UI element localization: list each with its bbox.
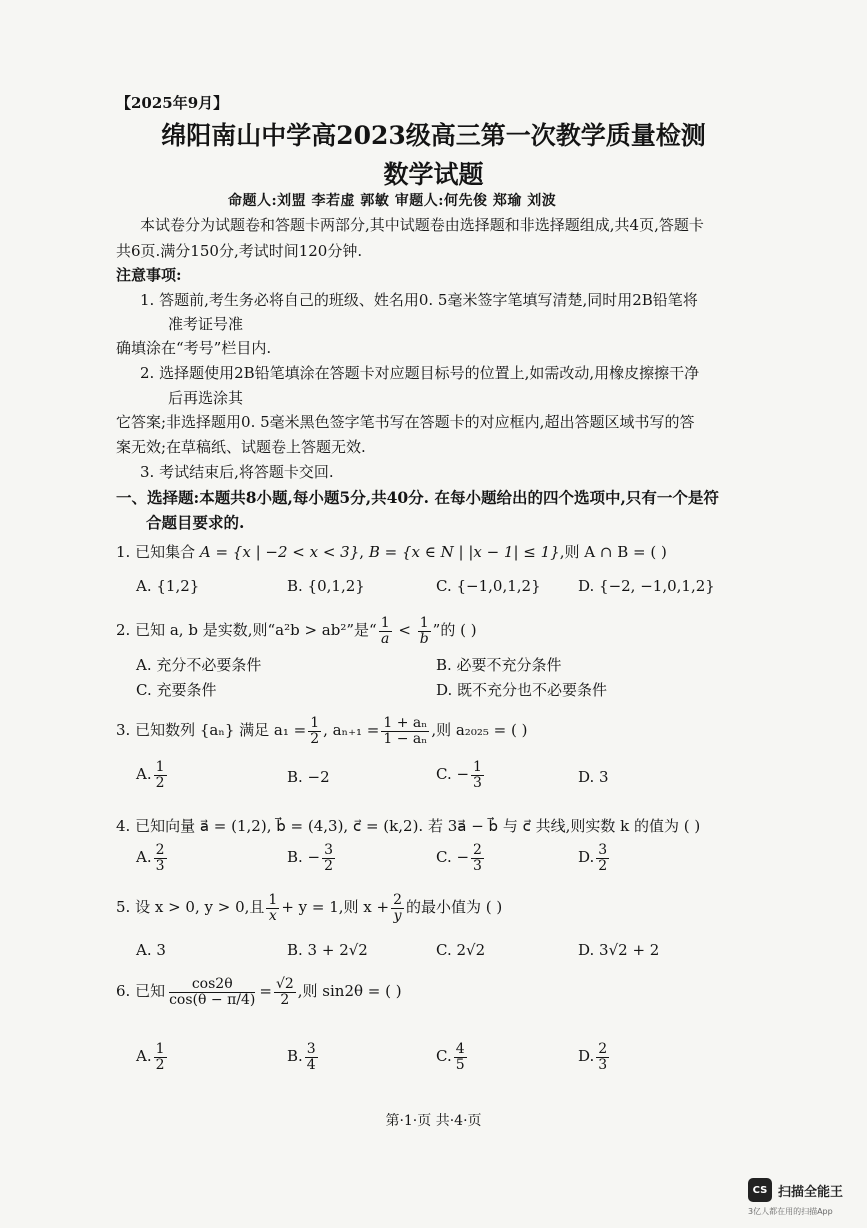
notice-item-3: 3. 考试结束后,将答题卡交回.: [140, 463, 334, 481]
q6-stem-end: ,则 sin2θ = ( ): [297, 982, 402, 1001]
q3-option-c: C. − $\frac{1}{3}$: [436, 759, 482, 791]
q4-option-d: D. $\frac{3}{2}$: [578, 842, 608, 874]
exam-subtitle: 数学试题: [383, 160, 484, 189]
q3-option-a: A. $\frac{1}{2}$: [136, 759, 165, 791]
notice-heading: 注意事项:: [116, 266, 182, 284]
q2-option-b: B. 必要不充分条件: [436, 656, 562, 674]
q1-stem-end: ,则 A ∩ B = ( ): [559, 543, 667, 561]
notice-item-2b: 后再选涂其: [168, 389, 244, 407]
q5-frac-1: $\frac{1}{x}$: [268, 892, 278, 924]
q2-stem: 2. 已知 a, b 是实数,则“a²b > ab²”是“: [116, 621, 377, 640]
q2-stem-end: ”的 ( ): [432, 621, 477, 640]
q2-frac-2: $\frac{1}{b}$: [419, 615, 429, 647]
q3-frac-2: $\frac{\text{1 + aₙ}}{\text{1 − aₙ}}$: [383, 715, 428, 747]
q2-option-c: C. 充要条件: [136, 681, 217, 699]
q6-option-d: D. $\frac{2}{3}$: [578, 1041, 608, 1073]
q2-frac-1: $\frac{1}{a}$: [380, 615, 390, 647]
q4-option-c: C. − $\frac{2}{3}$: [436, 842, 482, 874]
q3-option-b: B. −2: [287, 768, 330, 786]
question-5: [116, 893, 502, 923]
q5-option-b: B. 3 + 2√2: [287, 941, 368, 959]
section-1-heading-2: 合题目要求的.: [146, 513, 245, 532]
intro-line-1: 本试卷分为试题卷和答题卡两部分,其中试题卷由选择题和非选择题组成,共4页,答题卡: [140, 216, 704, 234]
q1-option-a: A. {1,2}: [136, 577, 200, 595]
q5-option-a: A. 3: [136, 941, 166, 959]
q2-lt: <: [393, 621, 416, 640]
question-2: [116, 616, 477, 646]
question-4: 4. 已知向量 a⃗ = (1,2), b⃗ = (4,3), c⃗ = (k,2). 若 3a⃗ − b⃗ 与 c⃗ 共线,则实数 k 的值为 ( ): [116, 817, 701, 835]
date-tag: 【2025年9月】: [116, 94, 229, 112]
authors-line: 命题人:刘盟 李若虚 郭敏 审题人:何先俊 郑瑜 刘波: [228, 193, 557, 209]
q6-mid: =: [259, 982, 272, 1001]
q1-option-b: B. {0,1,2}: [287, 577, 365, 595]
q3-stem-end: ,则 a₂₀₂₅ = ( ): [431, 721, 528, 740]
q3-mid: , aₙ₊₁ =: [323, 721, 380, 740]
section-1-heading: 一、选择题:本题共8小题,每小题5分,共40分. 在每小题给出的四个选项中,只有一个是符: [116, 488, 719, 507]
q6-option-b: B. $\frac{3}{4}$: [287, 1041, 316, 1073]
question-1: 1. 已知集合 A = {x | −2 < x < 3}, B = {x ∈ N | |x − 1| ≤ 1},则 A ∩ B = ( ): [116, 543, 667, 561]
scanner-logo-icon: CS: [748, 1178, 772, 1202]
q5-frac-2: $\frac{2}{y}$: [393, 892, 403, 924]
q5-option-c: C. 2√2: [436, 941, 486, 959]
q4-option-b: B. − $\frac{3}{2}$: [287, 842, 334, 874]
q6-option-a: A. $\frac{1}{2}$: [136, 1041, 165, 1073]
q5-stem-end: 的最小值为 ( ): [406, 898, 503, 917]
q6-frac-2: $\frac{√2}{2}$: [275, 976, 294, 1008]
notice-item-2c: 它答案;非选择题用0. 5毫米黑色签字笔书写在答题卡的对应框内,超出答题区域书写的答: [116, 413, 695, 431]
q3-option-d: D. 3: [578, 768, 609, 786]
q1-option-c: C. {−1,0,1,2}: [436, 577, 541, 595]
question-6: [116, 977, 402, 1007]
q1-stem: 1. 已知集合: [116, 543, 196, 561]
q4-option-a: A. $\frac{2}{3}$: [136, 842, 165, 874]
scanner-tagline: 3亿人都在用的扫描App: [748, 1207, 833, 1216]
q5-option-d: D. 3√2 + 2: [578, 941, 660, 959]
question-3: [116, 716, 527, 746]
page-footer: 第·1·页 共·4·页: [385, 1113, 482, 1129]
notice-item-1b: 准考证号准: [168, 315, 244, 333]
q3-frac-1: $\frac{1}{2}$: [310, 715, 320, 747]
q2-option-d: D. 既不充分也不必要条件: [436, 681, 608, 699]
notice-item-2d: 案无效;在草稿纸、试题卷上答题无效.: [116, 438, 366, 456]
q5-mid: + y = 1,则 x +: [281, 898, 390, 917]
q6-frac-1: $\frac{\cos 2\theta}{\cos(\theta - \pi/4)}$: [169, 976, 256, 1008]
q3-stem: 3. 已知数列 {aₙ} 满足 a₁ =: [116, 721, 307, 740]
scanner-name: 扫描全能王: [778, 1184, 844, 1200]
q1-set-b: B = {x ∈ N | |x − 1| ≤ 1}: [368, 543, 560, 561]
q2-option-a: A. 充分不必要条件: [136, 656, 262, 674]
q1-option-d: D. {−2, −1,0,1,2}: [578, 577, 715, 595]
notice-item-2a: 2. 选择题使用2B铅笔填涂在答题卡对应题目标号的位置上,如需改动,用橡皮擦擦干净: [140, 364, 700, 382]
exam-title: 绵阳南山中学高2023级高三第一次教学质量检测: [161, 121, 706, 150]
q6-option-c: C. $\frac{4}{5}$: [436, 1041, 465, 1073]
scanner-badge: [748, 1178, 843, 1202]
q5-stem: 5. 设 x > 0, y > 0,且: [116, 898, 265, 917]
notice-item-1a: 1. 答题前,考生务必将自己的班级、姓名用0. 5毫米签字笔填写清楚,同时用2B铅笔将: [140, 291, 698, 309]
q1-set-a: A = {x | −2 < x < 3}: [199, 543, 360, 561]
intro-line-2: 共6页.满分150分,考试时间120分钟.: [116, 242, 363, 260]
q6-stem: 6. 已知: [116, 982, 166, 1001]
notice-item-1c: 确填涂在“考号”栏目内.: [116, 339, 272, 357]
